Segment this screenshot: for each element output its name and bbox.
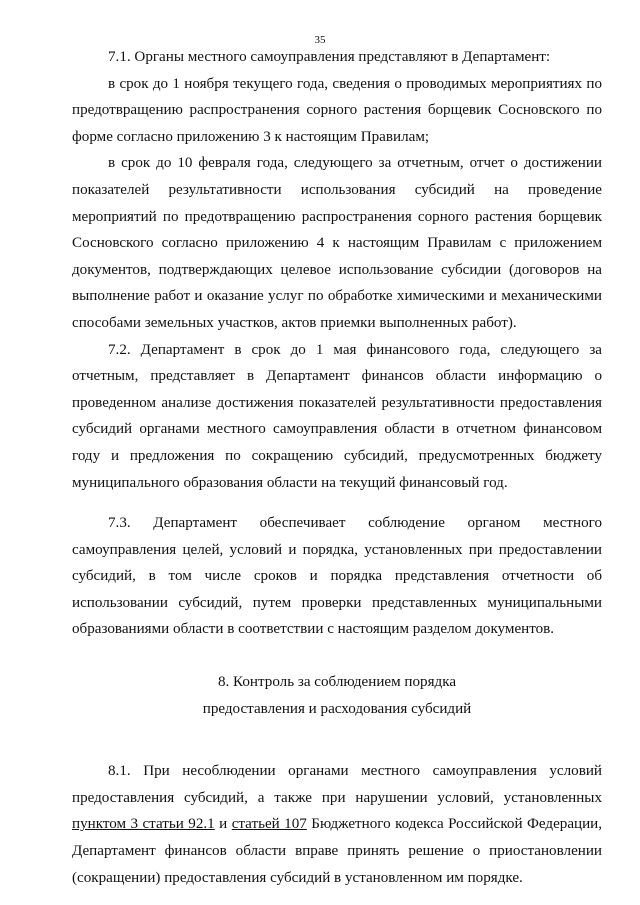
paragraph-7-1-deadline-february: в срок до 10 февраля года, следующего за отчетным, отчет о достижении показателей результативности использования субсидий на проведение мероприятий по предотвращению распространения сорного растения борщевик Сосновского согласно приложению 4 к настоящим Правилам с приложением документов, подтверждающих целевое использование субсидии (договоров на выполнение работ и оказание услуг по обработке химическими и механическими способами земельных участков, актов приемки выполненных работ). [72,155,602,331]
paragraph-7-2: 7.2. Департамент в срок до 1 мая финансового года, следующего за отчетным, представляет в Департамент финансов области информацию о проведенном анализе достижения показателей результативности предоставления субсидий органами местного самоуправления области в отчетном финансовом году и предложения по сокращению субсидий, предусмотренных бюджету муниципального образования области на текущий финансовый год. [72,341,602,491]
paragraph-8-1-text-start: 8.1. При несоблюдении органами местного самоуправления условий предоставления субсидий, а также при нарушении условий, установленных [72,763,602,806]
paragraph-7-1: 7.1. Органы местного самоуправления представляют в Департамент: [108,49,551,65]
paragraph-8-1-text-end: Бюджетного кодекса Российской Федерации, Департамент финансов области вправе принять решение о приостановлении (сокращении) предоставления субсидий в установленном им порядке. [72,816,603,886]
document-body [72,44,602,891]
link-article-107[interactable]: статьей 107 [231,816,307,833]
paragraph-7-1-deadline-november: в срок до 1 ноября текущего года, сведения о проводимых мероприятиях по предотвращению распространения сорного растения борщевик Сосновского по форме согласно приложению 3 к настоящим Правилам; [72,75,602,145]
paragraph-8-1-text-mid: и [214,816,232,833]
section-8-heading-line-2: предоставления и расходования субсидий [202,700,472,717]
section-8-heading-line-1: 8. Контроль за соблюдением порядка [217,674,457,691]
section-8-heading [72,669,602,722]
paragraph-7-3: 7.3. Департамент обеспечивает соблюдение органом местного самоуправления целей, условий и порядка, установленных при предоставлении субсидий, в том числе сроков и порядка представления отчетности об использовании субсидий, путем проверки представленных муниципальными образованиями области в соответствии с настоящим разделом документов. [72,515,602,638]
page-number: 35 [314,34,326,46]
link-article-92-1[interactable]: пунктом 3 статьи 92.1 [72,816,215,833]
paragraph-8-1 [72,758,602,891]
